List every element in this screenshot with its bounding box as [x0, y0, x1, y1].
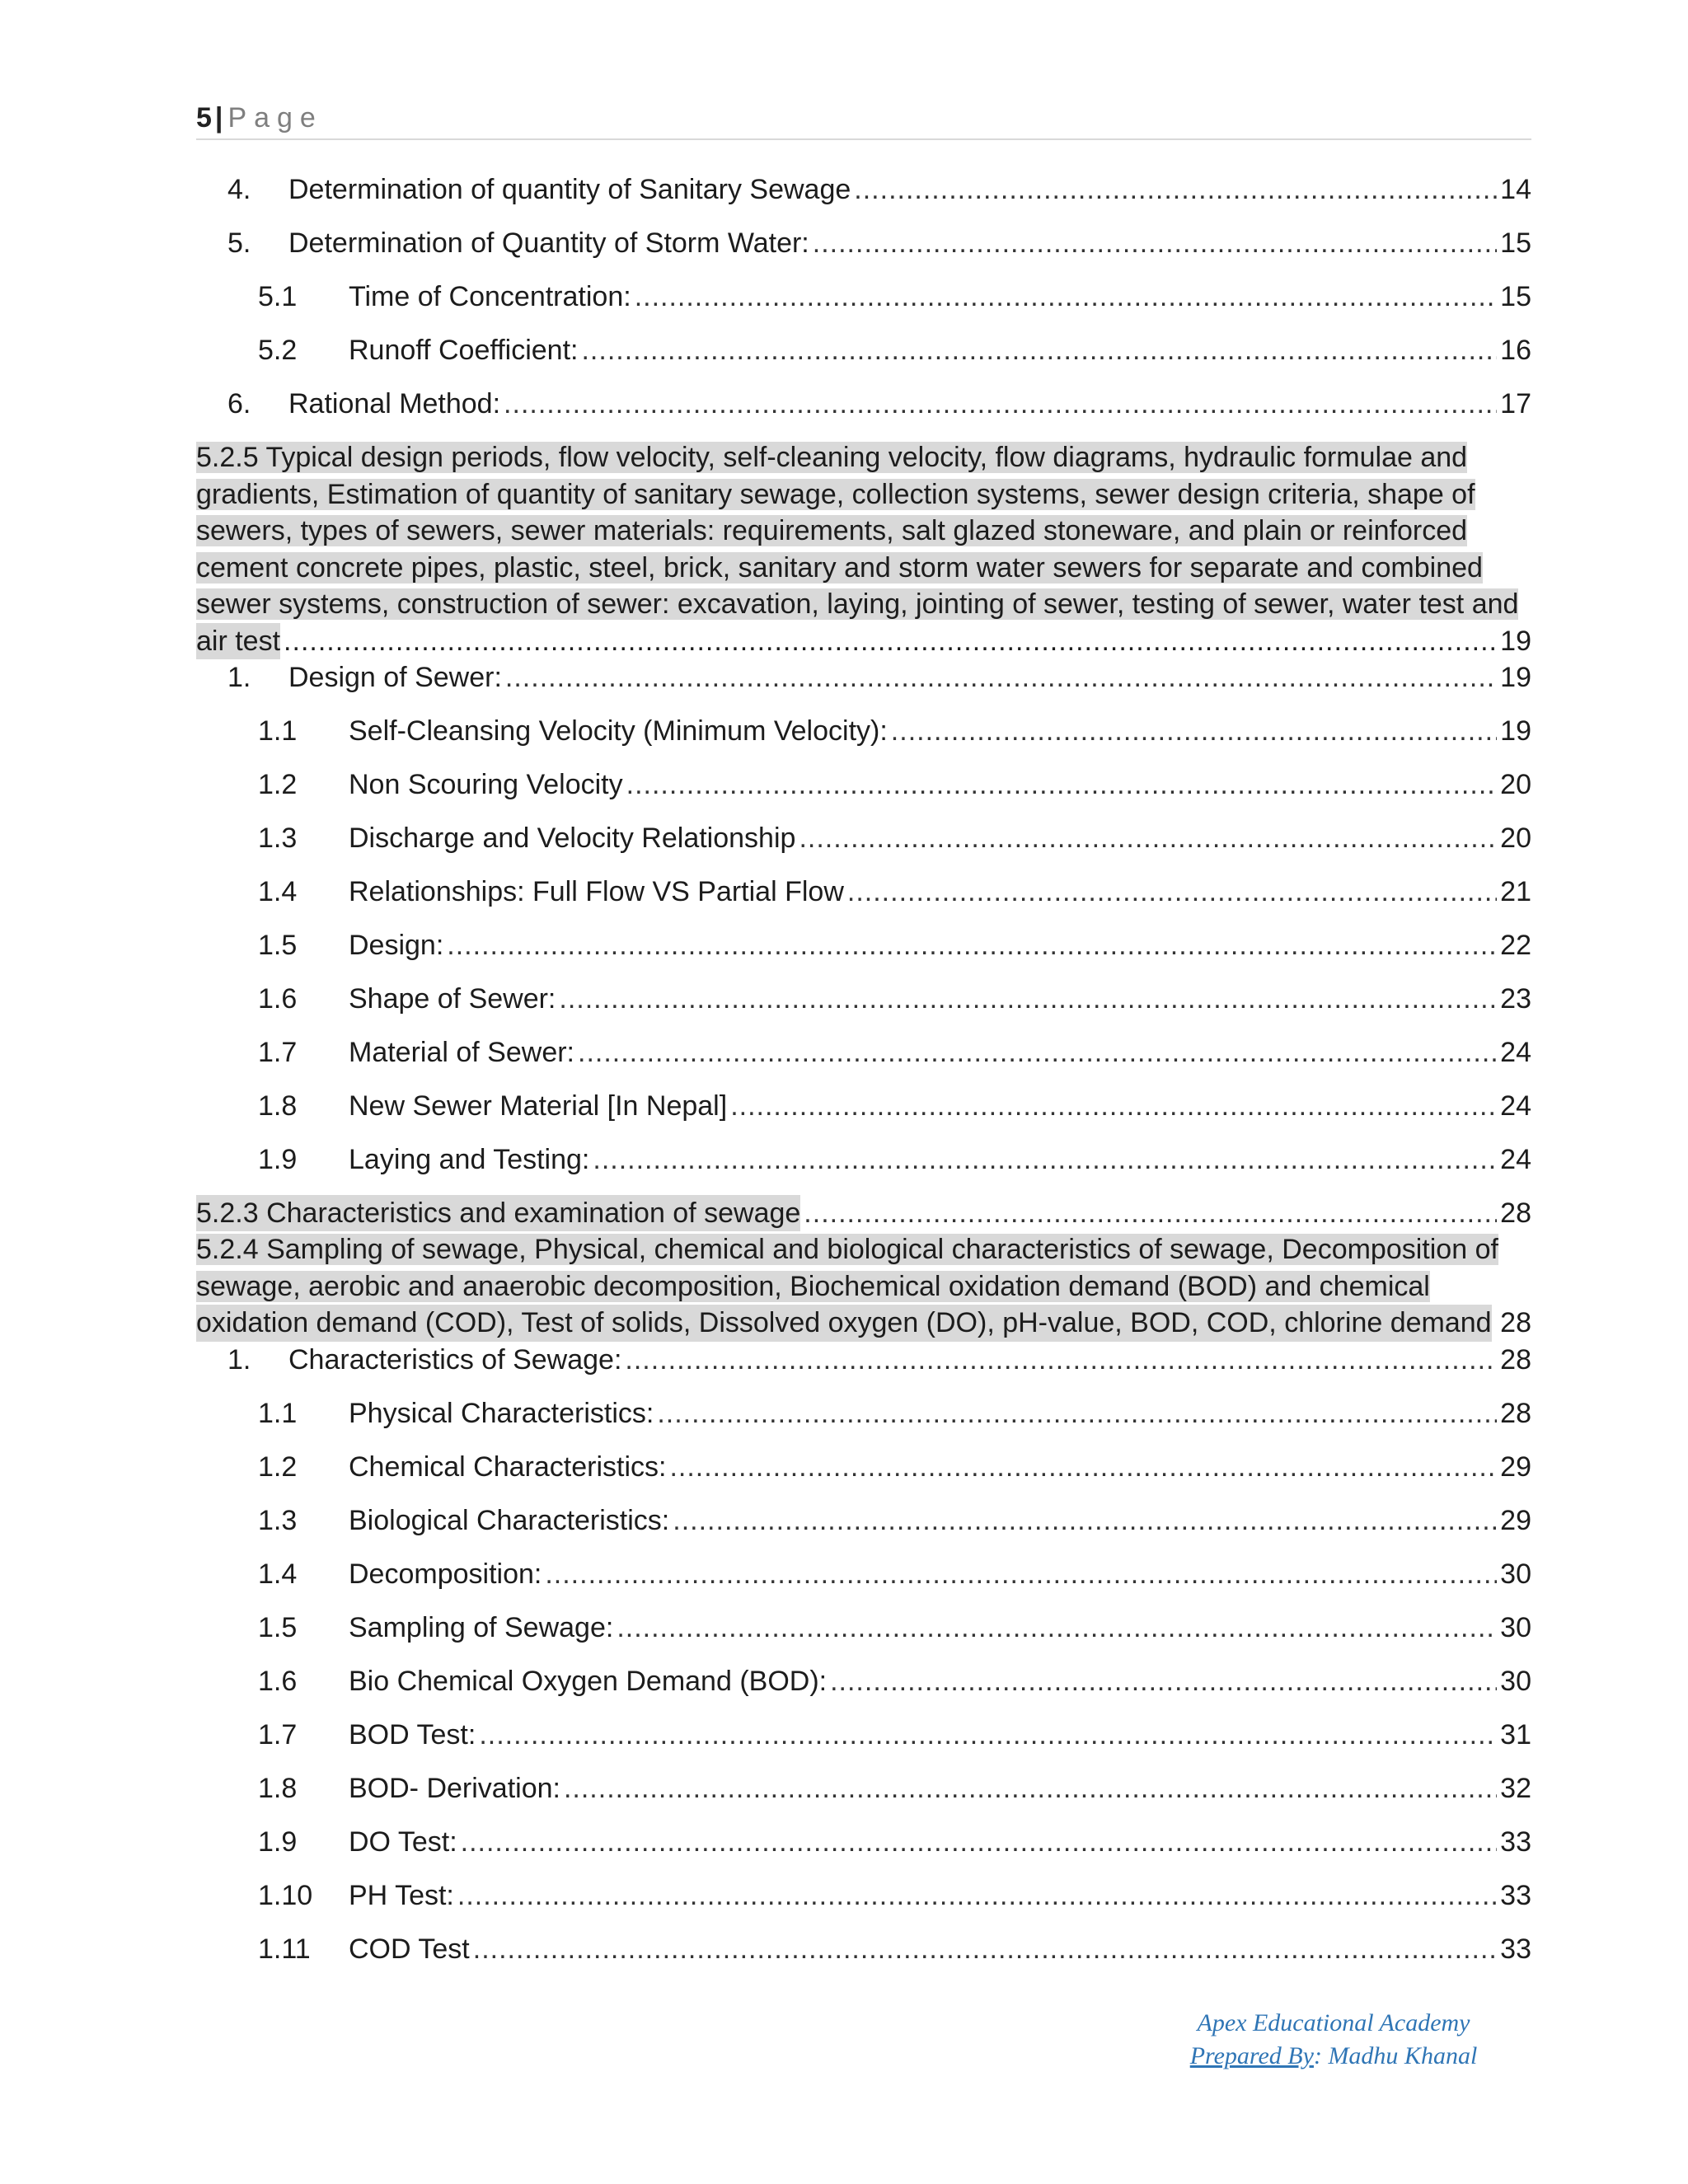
toc-entry-text: Sampling of Sewage: [349, 1611, 614, 1643]
dot-leader [504, 386, 1497, 422]
toc-entry-page: 19 [1500, 715, 1531, 747]
section-525-last-line [196, 623, 1531, 660]
dot-leader [804, 1195, 1497, 1231]
toc-entry-page: 30 [1500, 1665, 1531, 1697]
toc-section-523[interactable] [196, 1195, 1531, 1231]
toc-entry-number: 1.3 [258, 1504, 298, 1536]
toc-entry[interactable] [196, 1395, 1531, 1432]
toc-entry[interactable] [196, 332, 1531, 368]
dot-leader [830, 1663, 1497, 1699]
toc-entry[interactable] [196, 386, 1531, 422]
dot-leader [854, 171, 1497, 208]
toc-entry-text: Relationships: Full Flow VS Partial Flow [349, 876, 844, 907]
toc-entry-text: Physical Characteristics: [349, 1397, 654, 1429]
section-524-text: 5.2.4 Sampling of sewage, Physical, chemical and biological characteristics of sewage, Decomposition of sewage, aerobic and anaerobic decomposition, Biochemical oxidation demand (BOD) and chemical [196, 1234, 1498, 1302]
dot-leader [447, 927, 1497, 963]
toc-entry-page: 15 [1500, 227, 1531, 259]
dot-leader [625, 1342, 1497, 1378]
toc-entry-page: 28 [1500, 1197, 1531, 1229]
toc-entry-page: 29 [1500, 1451, 1531, 1483]
toc-entry-page: 28 [1500, 1343, 1531, 1376]
toc-entry[interactable] [196, 1610, 1531, 1646]
toc-entry-text: Bio Chemical Oxygen Demand (BOD): [349, 1665, 828, 1697]
toc-entry-page: 24 [1500, 1090, 1531, 1122]
toc-entry-number: 1.1 [258, 715, 298, 747]
toc-entry-page: 19 [1500, 625, 1531, 657]
toc-entry[interactable] [196, 171, 1531, 208]
dot-leader [479, 1717, 1497, 1753]
footer-academy: Apex Educational Academy [1197, 2009, 1470, 2036]
toc-entry-text: COD Test [349, 1933, 470, 1965]
dot-leader [617, 1610, 1497, 1646]
toc-entry-number: 6. [227, 388, 251, 419]
toc-entry-number: 1.6 [258, 983, 298, 1015]
toc-entry-text: Self-Cleansing Velocity (Minimum Velocity): [349, 715, 888, 747]
toc-entry[interactable] [196, 1034, 1531, 1071]
toc-entry-text: Material of Sewer: [349, 1037, 574, 1068]
footer-prepared [1086, 2040, 1581, 2073]
toc-entry[interactable] [196, 927, 1531, 963]
toc-entry-page: 29 [1500, 1504, 1531, 1536]
toc-entry-number: 5.1 [258, 281, 298, 312]
toc-entry[interactable] [196, 279, 1531, 315]
dot-leader [461, 1824, 1498, 1860]
toc-entry-text: Determination of quantity of Sanitary Sewage [288, 174, 851, 205]
toc-entry-number: 4. [227, 174, 251, 205]
toc-entry[interactable] [196, 1556, 1531, 1592]
toc-entry-text: PH Test: [349, 1879, 454, 1911]
toc-entry[interactable] [196, 1342, 1531, 1378]
dot-leader [581, 332, 1497, 368]
toc-entry-text: Design: [349, 930, 444, 961]
dot-leader [635, 279, 1497, 315]
toc-entry-number: 1.10 [258, 1879, 313, 1911]
dot-leader [284, 623, 1497, 660]
toc-entry-page: 20 [1500, 769, 1531, 800]
toc-entry-number: 1.4 [258, 876, 298, 907]
section-525-text: 5.2.5 Typical design periods, flow velocity, self-cleaning velocity, flow diagrams, hydraulic formulae and gradients, Estimation of quantity of sanitary sewage, collection systems, sewer design criteria, shape of sewers, types of sewers, sewer materials: requirements, salt glazed stoneware, and plain or reinforced cement concrete pipes, plastic, steel, brick, sanitary and storm water sewers for separate and combined sewer systems, construction of sewer: excavation, laying, jointing of sewer, testing of sewer, water test and [196, 442, 1519, 620]
dot-leader [505, 659, 1497, 696]
toc-entry-number: 1.6 [258, 1665, 298, 1697]
toc-entry[interactable] [196, 1717, 1531, 1753]
toc-entry-number: 5.2 [258, 335, 298, 366]
toc-entry-text: Non Scouring Velocity [349, 769, 623, 800]
toc-entry-page: 17 [1500, 388, 1531, 419]
section-523-text: 5.2.3 Characteristics and examination of sewage [196, 1195, 800, 1231]
toc-entry-text: New Sewer Material [In Nepal] [349, 1090, 728, 1122]
toc-entry-text: Biological Characteristics: [349, 1504, 670, 1536]
dot-leader [669, 1449, 1497, 1485]
toc-entry-number: 1. [227, 1343, 251, 1376]
toc-entry-page: 21 [1500, 876, 1531, 907]
toc-entry-number: 1.8 [258, 1772, 298, 1804]
toc-entry[interactable] [196, 1449, 1531, 1485]
toc-entry-number: 1.1 [258, 1397, 298, 1429]
toc-entry-page: 24 [1500, 1037, 1531, 1068]
toc-entry-page: 33 [1500, 1825, 1531, 1858]
dot-leader [545, 1556, 1497, 1592]
page-word: Page [227, 102, 323, 134]
toc-entry-text: Discharge and Velocity Relationship [349, 823, 796, 854]
page-footer [1086, 2007, 1581, 2073]
dot-leader [847, 874, 1497, 910]
dot-leader [564, 1770, 1497, 1807]
dot-leader [657, 1395, 1497, 1432]
toc-entry-number: 1.7 [258, 1037, 298, 1068]
toc-entry-page: 20 [1500, 823, 1531, 854]
toc-entry-number: 1.4 [258, 1558, 298, 1590]
dot-leader [673, 1502, 1497, 1539]
toc-entry-number: 1.2 [258, 1451, 298, 1483]
dot-leader [730, 1088, 1497, 1124]
toc-entry-number: 1.8 [258, 1090, 298, 1122]
toc-section-525[interactable] [196, 439, 1531, 659]
dot-leader [799, 820, 1497, 856]
dot-leader [578, 1034, 1497, 1071]
toc-entry-page: 33 [1500, 1933, 1531, 1965]
toc-entry[interactable] [196, 1931, 1531, 1967]
toc-entry-page: 22 [1500, 930, 1531, 961]
toc-entry-text: Time of Concentration: [349, 281, 631, 312]
toc-entry-page: 28 [1500, 1397, 1531, 1429]
toc-entry[interactable] [196, 1141, 1531, 1178]
toc-entry-text: Rational Method: [288, 388, 501, 419]
toc-entry-page: 14 [1500, 174, 1531, 205]
toc-entry-text: Chemical Characteristics: [349, 1451, 667, 1483]
toc-entry[interactable] [196, 225, 1531, 261]
toc-entry-page: 33 [1500, 1879, 1531, 1911]
toc-entry-page: 30 [1500, 1558, 1531, 1590]
toc-entry-page: 16 [1500, 335, 1531, 366]
toc-entry-text: Design of Sewer: [288, 662, 502, 693]
toc-entry-number: 1.7 [258, 1718, 298, 1750]
toc-entry-page: 23 [1500, 983, 1531, 1015]
header-separator: | [214, 102, 223, 134]
toc-entry-page: 28 [1500, 1307, 1531, 1338]
toc-entry-page: 30 [1500, 1611, 1531, 1643]
toc-entry[interactable] [196, 874, 1531, 910]
toc-entry-page: 31 [1500, 1718, 1531, 1750]
toc-entry-text: BOD- Derivation: [349, 1772, 560, 1804]
toc-entry-number: 5. [227, 227, 251, 259]
toc-entry-page: 24 [1500, 1144, 1531, 1175]
toc-entry-text: Determination of Quantity of Storm Water: [288, 227, 809, 259]
toc-entry-number: 1.2 [258, 769, 298, 800]
toc-entry-text: Laying and Testing: [349, 1144, 590, 1175]
toc-section-524[interactable] [196, 1231, 1531, 1342]
toc-entry[interactable] [196, 981, 1531, 1017]
toc-entry-number: 1.5 [258, 1611, 298, 1643]
dot-leader [1495, 1305, 1498, 1342]
toc-entry[interactable] [196, 1877, 1531, 1914]
toc-entry-number: 1.3 [258, 823, 298, 854]
toc-entry-text: Decomposition: [349, 1558, 542, 1590]
toc-entry-number: 1. [227, 662, 251, 693]
dot-leader [813, 225, 1497, 261]
dot-leader [559, 981, 1497, 1017]
toc-entry-number: 1.9 [258, 1144, 298, 1175]
toc-entry-text: Runoff Coefficient: [349, 335, 579, 366]
dot-leader [593, 1141, 1497, 1178]
toc-entry[interactable] [196, 1824, 1531, 1860]
toc-entry[interactable] [196, 766, 1531, 803]
toc-entry[interactable] [196, 659, 1531, 696]
toc-entry[interactable] [196, 1088, 1531, 1124]
toc-entry[interactable] [196, 1502, 1531, 1539]
dot-leader [457, 1877, 1497, 1914]
toc-entry-number: 1.9 [258, 1825, 298, 1858]
section-525-last: air test [196, 623, 280, 660]
section-524-last: oxidation demand (COD), Test of solids, Dissolved oxygen (DO), pH-value, BOD, COD, chlorine demand [196, 1305, 1492, 1342]
toc-entry-number: 1.5 [258, 930, 298, 961]
table-of-contents [196, 171, 1531, 1985]
toc-entry-page: 19 [1500, 662, 1531, 693]
toc-entry-page: 15 [1500, 281, 1531, 312]
prepared-by-link[interactable]: Prepared By [1189, 2042, 1314, 2069]
dot-leader [473, 1931, 1497, 1967]
toc-entry-text: BOD Test: [349, 1718, 476, 1750]
dot-leader [626, 766, 1498, 803]
toc-entry-text: DO Test: [349, 1825, 457, 1858]
section-524-last-line [196, 1305, 1531, 1342]
dot-leader [891, 713, 1497, 749]
page-number: 5 [196, 102, 212, 134]
toc-entry[interactable] [196, 1770, 1531, 1807]
toc-entry[interactable] [196, 713, 1531, 749]
footer-author: : Madhu Khanal [1313, 2042, 1478, 2069]
toc-entry-page: 32 [1500, 1772, 1531, 1804]
page-header [196, 97, 1531, 140]
toc-entry-text: Characteristics of Sewage: [288, 1343, 622, 1376]
toc-entry[interactable] [196, 1663, 1531, 1699]
toc-entry-text: Shape of Sewer: [349, 983, 556, 1015]
toc-entry[interactable] [196, 820, 1531, 856]
toc-entry-number: 1.11 [258, 1933, 311, 1965]
